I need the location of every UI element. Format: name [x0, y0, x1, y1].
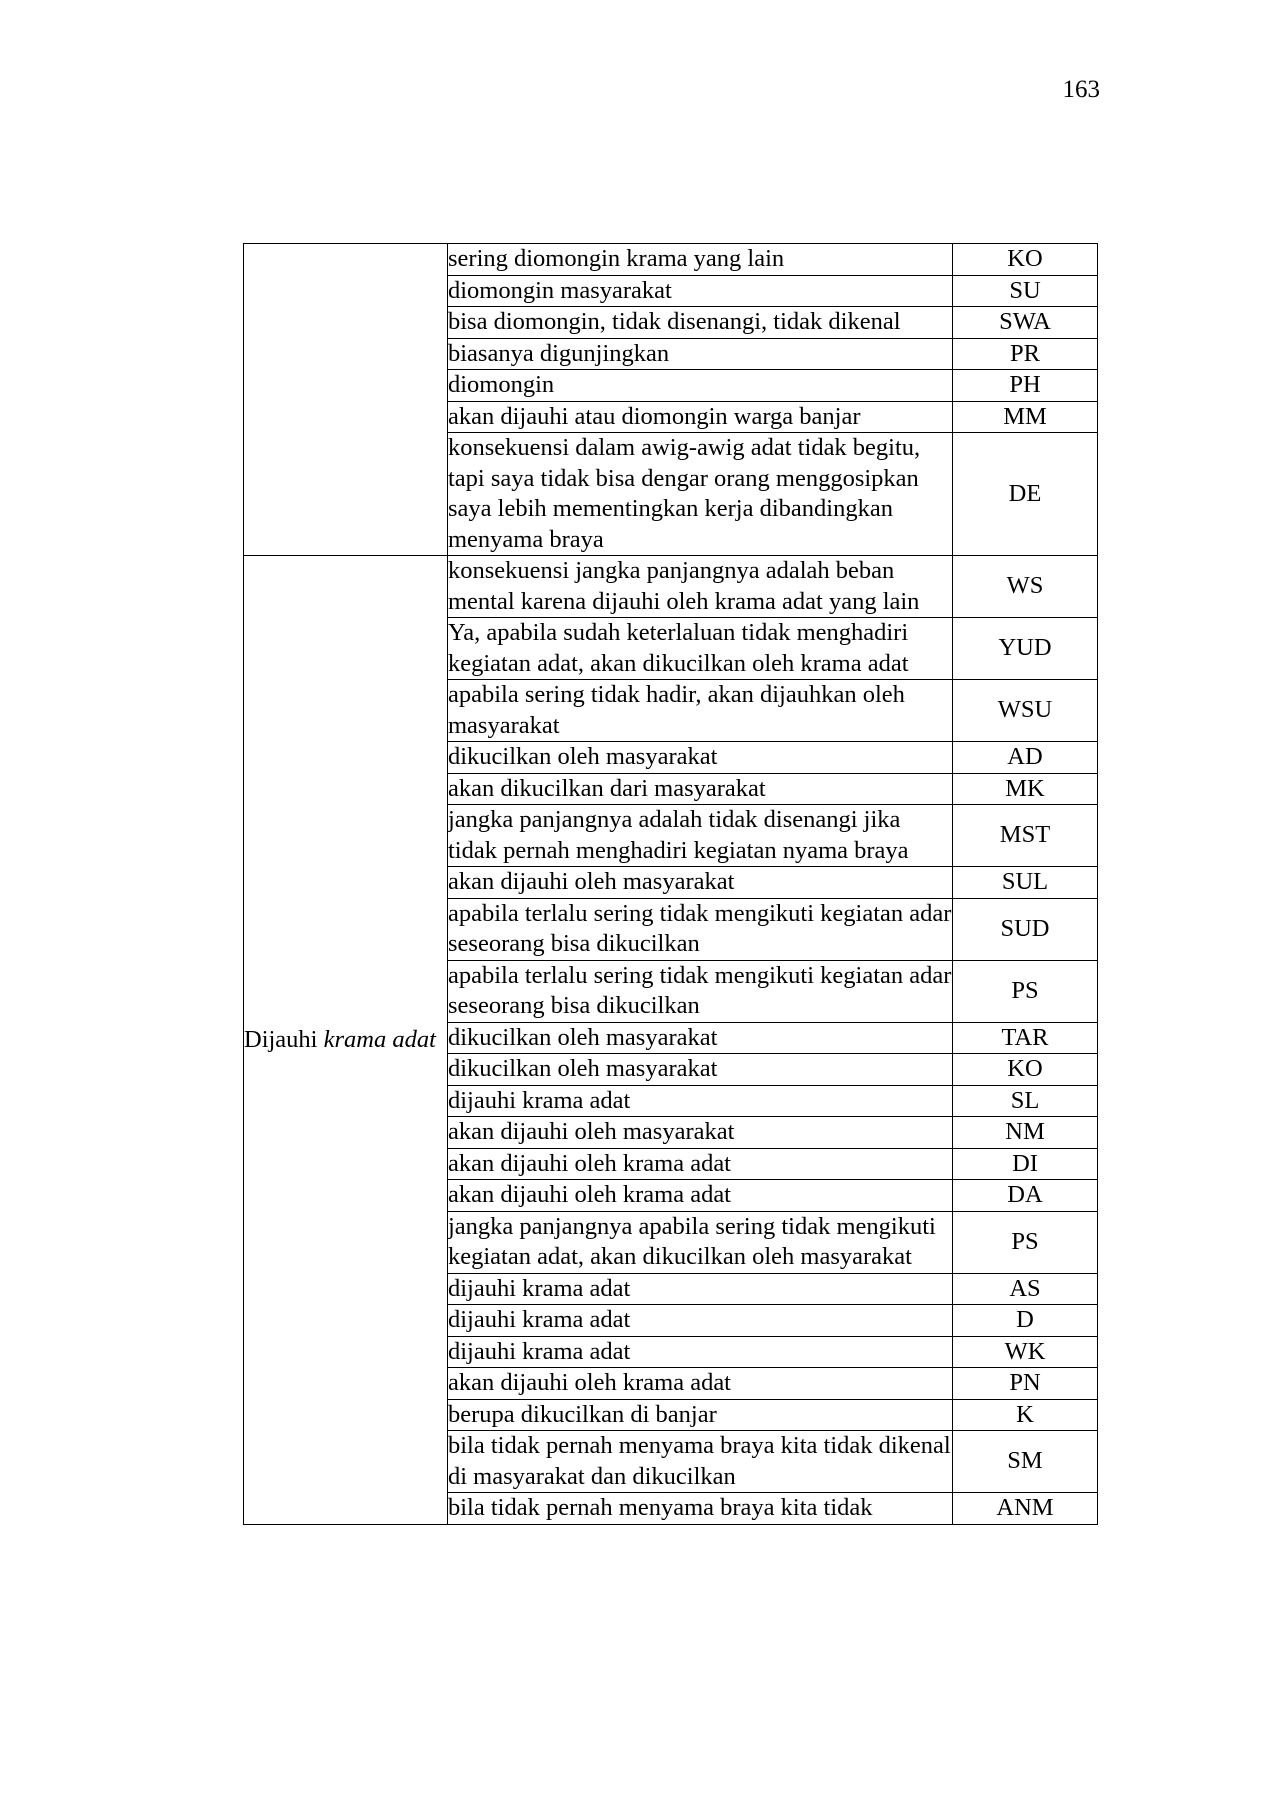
response-cell: apabila sering tidak hadir, akan dijauhkan oleh masyarakat — [448, 680, 953, 742]
respondent-code-cell: MK — [953, 773, 1098, 805]
response-cell: dijauhi krama adat — [448, 1336, 953, 1368]
respondent-code-cell: PN — [953, 1368, 1098, 1400]
response-cell: biasanya digunjingkan — [448, 338, 953, 370]
response-cell: dikucilkan oleh masyarakat — [448, 1054, 953, 1086]
response-cell: dijauhi krama adat — [448, 1305, 953, 1337]
respondent-code-cell: ANM — [953, 1493, 1098, 1525]
response-cell: bila tidak pernah menyama braya kita tidak dikenal di masyarakat dan dikucilkan — [448, 1431, 953, 1493]
respondent-code-cell: SU — [953, 275, 1098, 307]
response-cell: berupa dikucilkan di banjar — [448, 1399, 953, 1431]
response-cell: akan dijauhi oleh krama adat — [448, 1180, 953, 1212]
response-cell: Ya, apabila sudah keterlaluan tidak menghadiri kegiatan adat, akan dikucilkan oleh krama adat — [448, 618, 953, 680]
respondent-code-cell: AS — [953, 1273, 1098, 1305]
respondent-code-cell: SWA — [953, 307, 1098, 339]
respondent-code-cell: MST — [953, 805, 1098, 867]
response-cell: apabila terlalu sering tidak mengikuti kegiatan adar seseorang bisa dikucilkan — [448, 960, 953, 1022]
response-cell: jangka panjangnya adalah tidak disenangi jika tidak pernah menghadiri kegiatan nyama braya — [448, 805, 953, 867]
response-cell: dikucilkan oleh masyarakat — [448, 1022, 953, 1054]
respondent-code-cell: TAR — [953, 1022, 1098, 1054]
category-cell — [244, 556, 448, 1525]
respondent-code-cell: DI — [953, 1148, 1098, 1180]
table-row — [244, 244, 1098, 276]
response-cell: akan dijauhi oleh masyarakat — [448, 1117, 953, 1149]
respondent-code-cell: MM — [953, 401, 1098, 433]
respondent-code-cell: DE — [953, 433, 1098, 556]
response-cell: dijauhi krama adat — [448, 1085, 953, 1117]
table-body — [244, 244, 1098, 1525]
respondent-code-cell: PH — [953, 370, 1098, 402]
table-row — [244, 556, 1098, 618]
respondent-code-cell: KO — [953, 244, 1098, 276]
category-label: Dijauhi — [244, 1025, 324, 1053]
response-cell: akan dijauhi oleh krama adat — [448, 1368, 953, 1400]
response-cell: konsekuensi dalam awig-awig adat tidak begitu, tapi saya tidak bisa dengar orang menggosipkan saya lebih mementingkan kerja dibandingkan menyama braya — [448, 433, 953, 556]
respondent-code-cell: NM — [953, 1117, 1098, 1149]
response-cell: akan dijauhi oleh krama adat — [448, 1148, 953, 1180]
respondent-code-cell: WSU — [953, 680, 1098, 742]
response-cell: jangka panjangnya apabila sering tidak mengikuti kegiatan adat, akan dikucilkan oleh masyarakat — [448, 1211, 953, 1273]
respondent-code-cell: SUL — [953, 867, 1098, 899]
response-cell: dijauhi krama adat — [448, 1273, 953, 1305]
response-cell: akan dikucilkan dari masyarakat — [448, 773, 953, 805]
response-cell: sering diomongin krama yang lain — [448, 244, 953, 276]
respondent-code-cell: DA — [953, 1180, 1098, 1212]
respondent-code-cell: PR — [953, 338, 1098, 370]
respondent-code-cell: PS — [953, 1211, 1098, 1273]
respondent-code-cell: SUD — [953, 898, 1098, 960]
respondent-code-cell: KO — [953, 1054, 1098, 1086]
response-cell: bisa diomongin, tidak disenangi, tidak dikenal — [448, 307, 953, 339]
respondent-code-cell: YUD — [953, 618, 1098, 680]
response-cell: bila tidak pernah menyama braya kita tidak — [448, 1493, 953, 1525]
response-cell: apabila terlalu sering tidak mengikuti kegiatan adar seseorang bisa dikucilkan — [448, 898, 953, 960]
respondent-code-cell: D — [953, 1305, 1098, 1337]
respondent-code-cell: WK — [953, 1336, 1098, 1368]
respondent-code-cell: SM — [953, 1431, 1098, 1493]
category-label-italic: krama adat — [323, 1025, 436, 1053]
response-cell: akan dijauhi atau diomongin warga banjar — [448, 401, 953, 433]
response-cell: akan dijauhi oleh masyarakat — [448, 867, 953, 899]
respondent-code-cell: PS — [953, 960, 1098, 1022]
page-number: 163 — [1062, 76, 1100, 103]
response-cell: diomongin — [448, 370, 953, 402]
respondent-code-cell: SL — [953, 1085, 1098, 1117]
respondent-code-cell: WS — [953, 556, 1098, 618]
category-cell — [244, 244, 448, 556]
respondent-code-cell: AD — [953, 742, 1098, 774]
responses-table — [243, 243, 1098, 1525]
respondent-code-cell: K — [953, 1399, 1098, 1431]
response-cell: dikucilkan oleh masyarakat — [448, 742, 953, 774]
response-cell: konsekuensi jangka panjangnya adalah beban mental karena dijauhi oleh krama adat yang lain — [448, 556, 953, 618]
response-cell: diomongin masyarakat — [448, 275, 953, 307]
